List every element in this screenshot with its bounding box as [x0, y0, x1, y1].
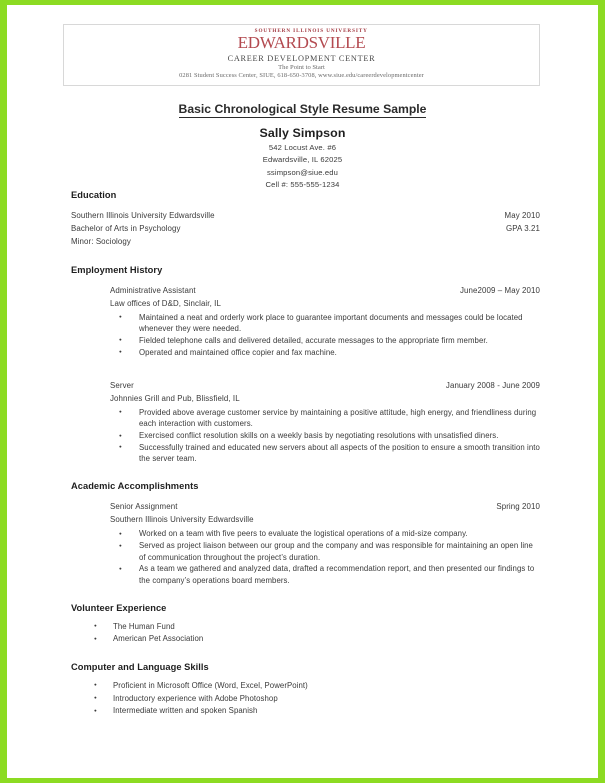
list-item: ● Introductory experience with Adobe Photoshop [71, 693, 598, 706]
list-item: ● Fielded telephone calls and delivered detailed, accurate messages to the appropriate firm member. [110, 335, 540, 346]
siue-logo-university-line: SOUTHERN ILLINOIS UNIVERSITY [254, 28, 368, 34]
list-item: ● Operated and maintained office copier and fax machine. [110, 347, 540, 358]
siue-logo [238, 28, 366, 51]
employment-entry-header [110, 284, 540, 297]
section-education [7, 190, 598, 249]
academic-entry-header [110, 500, 540, 513]
employment-job-dates: January 2008 - June 2009 [445, 380, 540, 390]
applicant-city-state-zip: Edwardsville, IL 62025 [262, 155, 343, 165]
education-row [71, 235, 540, 248]
document-title [7, 102, 598, 116]
list-item: ● Intermediate written and spoken Spanish [71, 705, 598, 718]
section-volunteer-experience [7, 603, 598, 646]
list-item: ● Maintained a neat and orderly work place to guarantee important documents and messages could be located whenever they were needed. [110, 312, 540, 335]
section-heading-computer-language-skills: Computer and Language Skills [71, 661, 209, 672]
section-heading-volunteer-experience: Volunteer Experience [71, 602, 167, 613]
section-academic-accomplishments [7, 481, 598, 586]
education-row [71, 222, 540, 235]
list-item: ● Provided above average customer service by maintaining a positive attitude, high energy, and friendliness during each interaction with customers. [110, 407, 540, 430]
document-title-text: Basic Chronological Style Resume Sample [178, 102, 427, 116]
resume-body [7, 190, 598, 718]
applicant-phone: Cell #: 555-555-1234 [265, 179, 340, 189]
list-item: ● Proficient in Microsoft Office (Word, Excel, PowerPoint) [71, 680, 598, 693]
letterhead-address: 0281 Student Success Center, SIUE, 618-650-3708, www.siue.edu/careerdevelopmentcenter [179, 72, 424, 79]
employment-job-dates: June2009 – May 2010 [460, 285, 540, 295]
academic-entry-dates: Spring 2010 [496, 502, 540, 512]
list-item: ● American Pet Association [71, 633, 598, 646]
employment-bullet-list [110, 312, 540, 359]
applicant-name: Sally Simpson [259, 126, 346, 140]
academic-bullet-list [110, 528, 540, 586]
applicant-street: 542 Locust Ave. #6 [268, 143, 337, 153]
education-row [71, 209, 540, 222]
employment-job-title: Administrative Assistant [110, 285, 196, 295]
education-row-left: Bachelor of Arts in Psychology [71, 224, 181, 234]
resume-sheet [7, 5, 598, 778]
education-rows [71, 209, 540, 249]
employment-entry-header [110, 379, 540, 392]
education-row-left: Minor: Sociology [71, 237, 131, 247]
employment-bullet-list [110, 407, 540, 465]
list-item: ● Exercised conflict resolution skills on a weekly basis by negotiating resolutions with unsatisfied diners. [110, 430, 540, 441]
education-row-right: May 2010 [504, 211, 540, 220]
section-heading-employment-history: Employment History [71, 264, 163, 275]
section-computer-language-skills [7, 662, 598, 718]
employment-organization: Law offices of D&D, Sinclair, IL [110, 298, 221, 308]
list-item: ● The Human Fund [71, 621, 598, 634]
career-development-center-line: CAREER DEVELOPMENT CENTER [227, 54, 376, 63]
employment-job-title: Server [110, 380, 134, 390]
education-row-right: GPA 3.21 [506, 224, 540, 234]
employment-organization: Johnnies Grill and Pub, Blissfield, IL [110, 393, 240, 403]
list-item: ● Served as project liaison between our group and the company and was responsible for maintaining an open line of communication throughout the project’s duration. [110, 540, 540, 563]
list-item: ● Worked on a team with five peers to evaluate the logistical operations of a mid-size company. [110, 528, 540, 539]
applicant-email: ssimpson@siue.edu [266, 167, 339, 177]
section-heading-education: Education [71, 190, 117, 200]
education-row-left: Southern Illinois University Edwardsville [71, 211, 215, 220]
letterhead-box [63, 24, 540, 86]
section-employment-history [7, 265, 598, 465]
applicant-header [7, 126, 598, 189]
siue-logo-edwardsville: EDWARDSVILLE [237, 33, 366, 52]
academic-organization: Southern Illinois University Edwardsville [110, 515, 254, 525]
skills-list [71, 680, 598, 718]
list-item: ● Successfully trained and educated new servers about all aspects of the position to ensure a smooth transition into the server team. [110, 442, 540, 465]
academic-entry-title: Senior Assignment [110, 502, 178, 512]
section-heading-academic-accomplishments: Academic Accomplishments [71, 481, 199, 492]
letterhead-tagline: The Point to Start [278, 64, 325, 71]
volunteer-list [71, 621, 598, 646]
employment-entry [110, 379, 540, 465]
list-item: ● As a team we gathered and analyzed data, drafted a recommendation report, and then presented our findings to the company’s operations board members. [110, 563, 540, 586]
employment-entry [110, 284, 540, 359]
academic-entry [110, 500, 540, 586]
